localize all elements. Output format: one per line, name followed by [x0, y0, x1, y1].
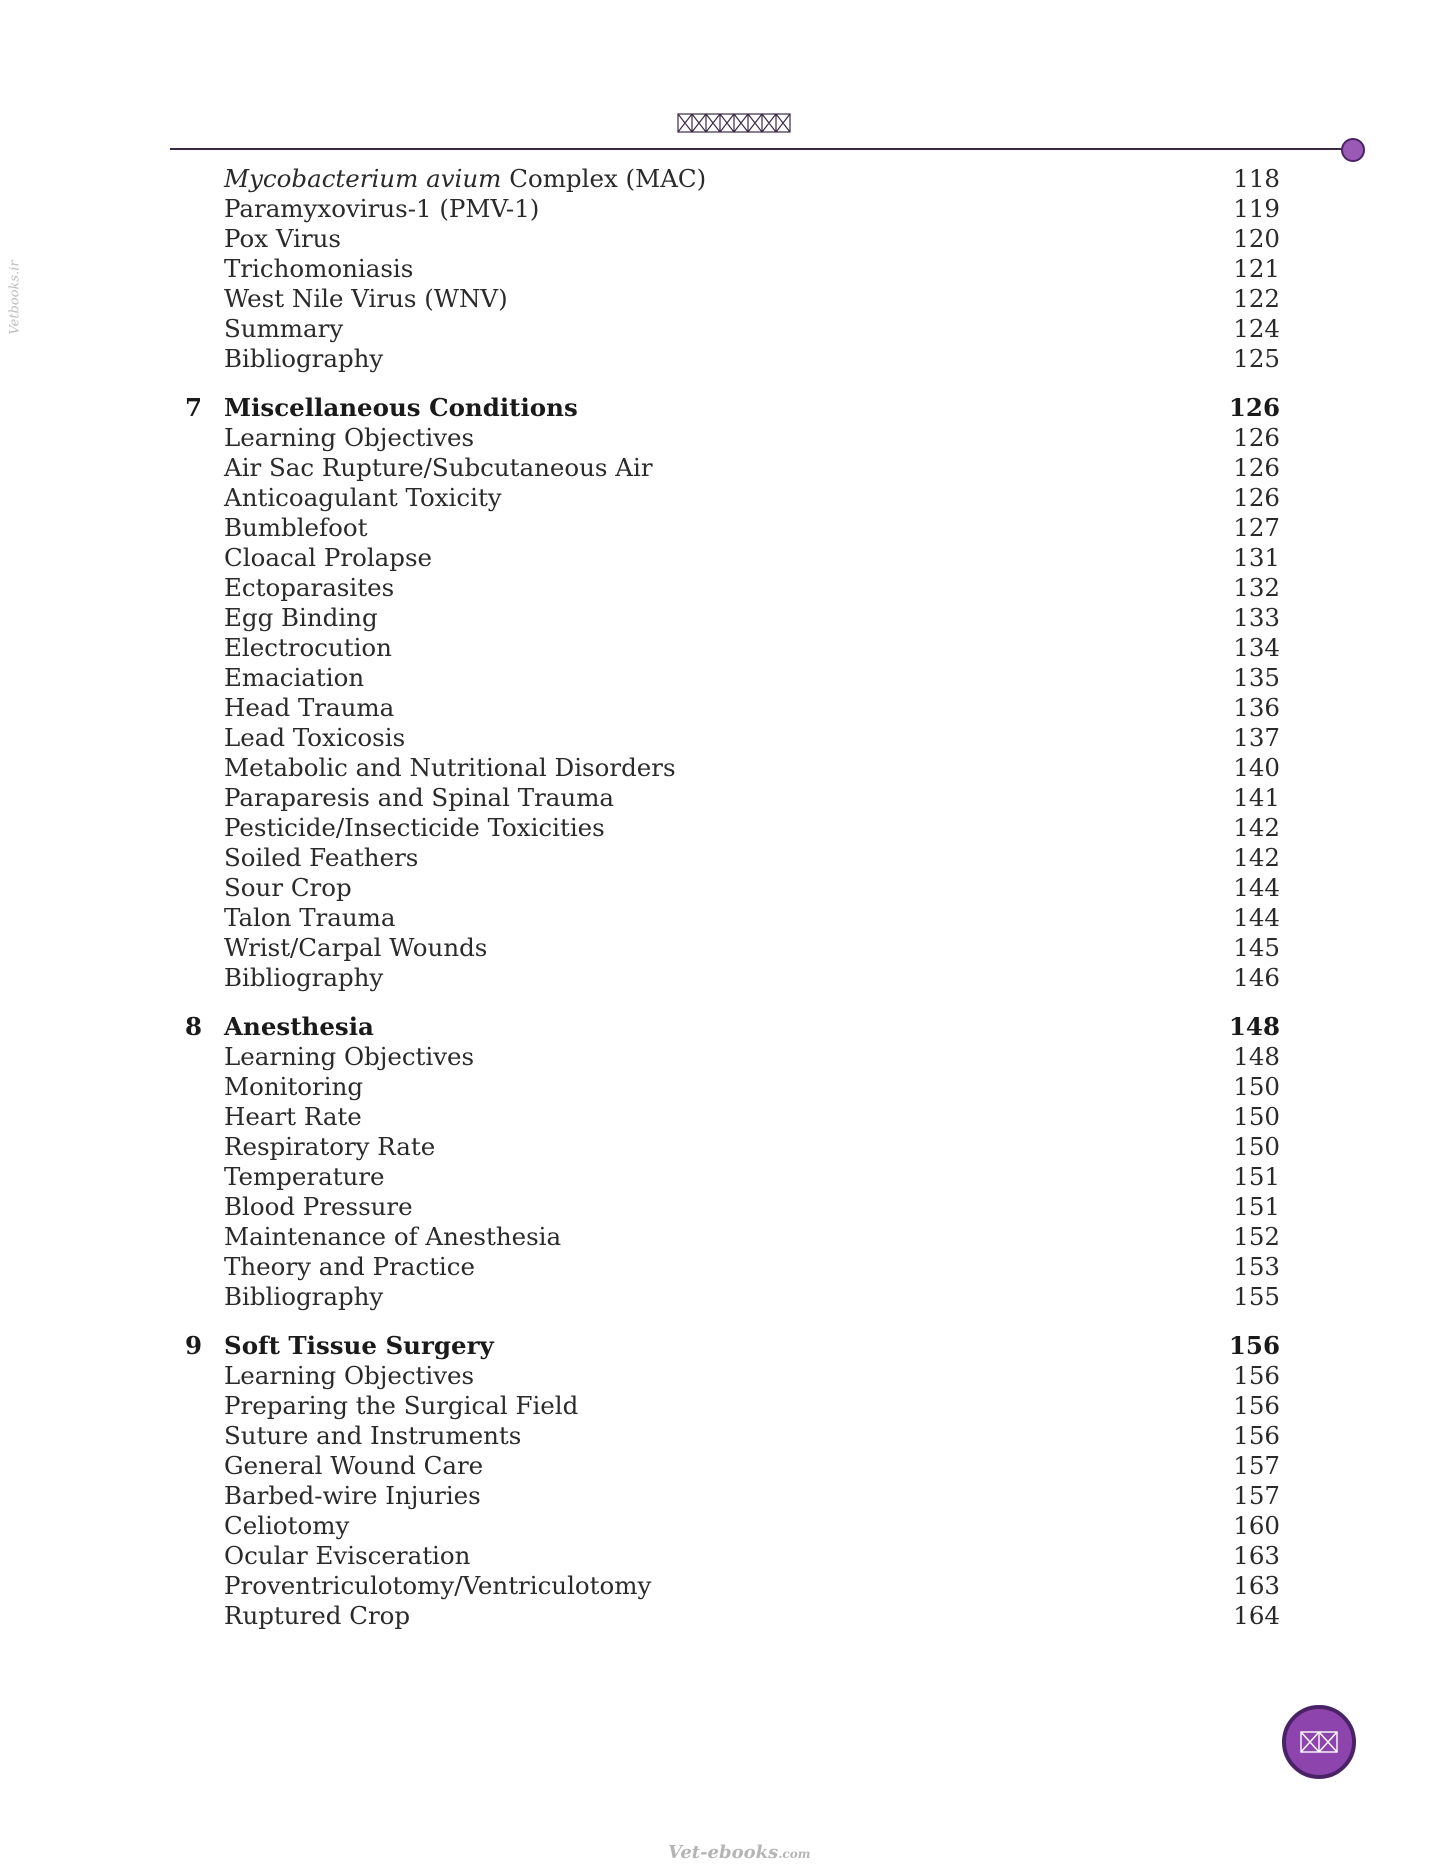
entry-title: Bibliography	[224, 344, 384, 373]
entry-page-number: 132	[1233, 573, 1280, 602]
toc-entry-row	[180, 1252, 1280, 1282]
entry-page-number: 122	[1233, 284, 1280, 313]
entry-title: Paraparesis and Spinal Trauma	[224, 783, 615, 812]
chapter-heading-row	[180, 1331, 1280, 1361]
toc-entry-row	[180, 693, 1280, 723]
entry-title: Learning Objectives	[224, 1042, 475, 1071]
entry-page-number: 152	[1233, 1222, 1280, 1251]
toc-chapter-group	[180, 393, 1280, 993]
entry-title: Talon Trauma	[224, 903, 396, 932]
entry-title: Paramyxovirus-1 (PMV-1)	[224, 194, 540, 223]
toc-entry-row	[180, 1361, 1280, 1391]
toc-entry-row	[180, 843, 1280, 873]
entry-page-number: 135	[1233, 663, 1280, 692]
entry-title: Bibliography	[224, 963, 384, 992]
toc-entry-row	[180, 1042, 1280, 1072]
entry-page-number: 155	[1233, 1282, 1280, 1311]
header-ornament-icon	[677, 113, 791, 133]
entry-title: Heart Rate	[224, 1102, 362, 1131]
chapter-title: Anesthesia	[224, 1012, 374, 1041]
chapter-number: 7	[184, 393, 202, 422]
entry-title: Celiotomy	[224, 1511, 350, 1540]
toc-entry-row	[180, 783, 1280, 813]
entry-page-number: 136	[1233, 693, 1280, 722]
entry-title: Ectoparasites	[224, 573, 395, 602]
entry-page-number: 160	[1233, 1511, 1280, 1540]
entry-title: Anticoagulant Toxicity	[224, 483, 502, 512]
toc-entry-row	[180, 1102, 1280, 1132]
entry-page-number: 124	[1233, 314, 1280, 343]
toc-entry-row	[180, 1162, 1280, 1192]
chapter-number: 8	[184, 1012, 202, 1041]
entry-title: Suture and Instruments	[224, 1421, 522, 1450]
entry-title: Pox Virus	[224, 224, 342, 253]
toc-entry-row	[180, 1571, 1280, 1601]
entry-page-number: 126	[1233, 483, 1280, 512]
entry-page-number: 156	[1233, 1361, 1280, 1390]
toc-entry-row	[180, 1541, 1280, 1571]
entry-title: General Wound Care	[224, 1451, 484, 1480]
entry-page-number: 133	[1233, 603, 1280, 632]
toc-chapter-group	[180, 1012, 1280, 1312]
toc-entry-row	[180, 723, 1280, 753]
entry-page-number: 146	[1233, 963, 1280, 992]
toc-entry-row	[180, 423, 1280, 453]
entry-page-number: 151	[1233, 1162, 1280, 1191]
entry-page-number: 137	[1233, 723, 1280, 752]
entry-title: Learning Objectives	[224, 423, 475, 452]
entry-title: Summary	[224, 314, 344, 343]
chapter-page-number: 126	[1228, 393, 1280, 422]
toc-entry-row	[180, 1391, 1280, 1421]
toc-entry-row	[180, 1511, 1280, 1541]
entry-title: Blood Pressure	[224, 1192, 413, 1221]
entry-title: Theory and Practice	[224, 1252, 475, 1281]
entry-page-number: 150	[1233, 1132, 1280, 1161]
entry-page-number: 163	[1233, 1541, 1280, 1570]
toc-entry-row	[180, 284, 1280, 314]
entry-page-number: 125	[1233, 344, 1280, 373]
toc-entry-row	[180, 453, 1280, 483]
entry-page-number: 156	[1233, 1391, 1280, 1420]
entry-page-number: 142	[1233, 813, 1280, 842]
entry-title: Head Trauma	[224, 693, 395, 722]
entry-title: Emaciation	[224, 663, 365, 692]
entry-title: Ruptured Crop	[224, 1601, 411, 1630]
entry-title: Trichomoniasis	[224, 254, 414, 283]
toc-entry-row	[180, 753, 1280, 783]
toc-entry-row	[180, 1282, 1280, 1312]
toc-entry-row	[180, 963, 1280, 993]
entry-page-number: 126	[1233, 423, 1280, 452]
chapter-page-number: 148	[1228, 1012, 1280, 1041]
toc-entry-row	[180, 903, 1280, 933]
toc-entry-row	[180, 873, 1280, 903]
entry-title: Wrist/Carpal Wounds	[224, 933, 488, 962]
toc-entry-row	[180, 933, 1280, 963]
toc-entry-row	[180, 813, 1280, 843]
entry-title: Egg Binding	[224, 603, 378, 632]
entry-title	[224, 164, 706, 194]
chapter-number: 9	[184, 1331, 202, 1360]
footer-watermark-suffix: .com	[778, 1847, 811, 1861]
entry-title: Ocular Evisceration	[224, 1541, 471, 1570]
entry-title: Monitoring	[224, 1072, 364, 1101]
entry-page-number: 140	[1233, 753, 1280, 782]
chapter-page-number: 156	[1228, 1331, 1280, 1360]
toc-entry-row	[180, 164, 1280, 194]
toc-entry-row	[180, 1192, 1280, 1222]
entry-title: Air Sac Rupture/Subcutaneous Air	[224, 453, 653, 482]
entry-title: Proventriculotomy/Ventriculotomy	[224, 1571, 652, 1600]
entry-page-number: 157	[1233, 1481, 1280, 1510]
toc-entry-row	[180, 1451, 1280, 1481]
entry-page-number: 131	[1233, 543, 1280, 572]
entry-title: Respiratory Rate	[224, 1132, 436, 1161]
entry-page-number: 164	[1233, 1601, 1280, 1630]
entry-title: Soiled Feathers	[224, 843, 419, 872]
header-dot-icon	[1341, 138, 1365, 162]
entry-title: Temperature	[224, 1162, 385, 1191]
entry-page-number: 151	[1233, 1192, 1280, 1221]
entry-title: Cloacal Prolapse	[224, 543, 433, 572]
side-watermark: Vetbooks.ir	[7, 260, 23, 335]
toc-entry-row	[180, 573, 1280, 603]
toc-entry-row	[180, 344, 1280, 374]
toc-entry-row	[180, 224, 1280, 254]
toc-entry-row	[180, 1481, 1280, 1511]
toc-entry-row	[180, 633, 1280, 663]
footer-watermark	[668, 1842, 810, 1863]
entry-page-number: 118	[1233, 164, 1280, 193]
chapter-heading-row	[180, 1012, 1280, 1042]
page-number-badge	[1282, 1705, 1356, 1779]
entry-page-number: 156	[1233, 1421, 1280, 1450]
entry-title-rest: Complex (MAC)	[501, 164, 707, 193]
toc-continuation-group	[180, 164, 1280, 374]
header-rule	[170, 148, 1355, 150]
chapter-heading-row	[180, 393, 1280, 423]
entry-page-number: 142	[1233, 843, 1280, 872]
entry-title: Lead Toxicosis	[224, 723, 406, 752]
entry-page-number: 150	[1233, 1102, 1280, 1131]
table-of-contents	[180, 164, 1280, 1650]
toc-entry-row	[180, 314, 1280, 344]
entry-title-italic: Mycobacterium avium	[224, 164, 502, 193]
entry-page-number: 126	[1233, 453, 1280, 482]
entry-title: Maintenance of Anesthesia	[224, 1222, 562, 1251]
chapter-title: Soft Tissue Surgery	[224, 1331, 494, 1360]
entry-title: Barbed-wire Injuries	[224, 1481, 481, 1510]
entry-page-number: 150	[1233, 1072, 1280, 1101]
toc-entry-row	[180, 254, 1280, 284]
toc-entry-row	[180, 1601, 1280, 1631]
toc-entry-row	[180, 603, 1280, 633]
toc-entry-row	[180, 1421, 1280, 1451]
toc-entry-row	[180, 543, 1280, 573]
entry-title: Pesticide/Insecticide Toxicities	[224, 813, 605, 842]
entry-page-number: 141	[1233, 783, 1280, 812]
toc-entry-row	[180, 1072, 1280, 1102]
toc-entry-row	[180, 483, 1280, 513]
entry-title: Bumblefoot	[224, 513, 368, 542]
entry-page-number: 157	[1233, 1451, 1280, 1480]
entry-page-number: 121	[1233, 254, 1280, 283]
entry-title: Metabolic and Nutritional Disorders	[224, 753, 676, 782]
entry-title: Preparing the Surgical Field	[224, 1391, 579, 1420]
entry-page-number: 148	[1233, 1042, 1280, 1071]
entry-title: Sour Crop	[224, 873, 352, 902]
entry-page-number: 163	[1233, 1571, 1280, 1600]
footer-watermark-main: Vet-ebooks	[668, 1842, 779, 1863]
toc-entry-row	[180, 1222, 1280, 1252]
entry-title: Electrocution	[224, 633, 392, 662]
badge-glyph-icon	[1300, 1731, 1338, 1753]
entry-page-number: 145	[1233, 933, 1280, 962]
entry-title: Learning Objectives	[224, 1361, 475, 1390]
entry-page-number: 144	[1233, 873, 1280, 902]
entry-title: Bibliography	[224, 1282, 384, 1311]
toc-entry-row	[180, 194, 1280, 224]
chapter-title: Miscellaneous Conditions	[224, 393, 578, 422]
entry-page-number: 153	[1233, 1252, 1280, 1281]
entry-page-number: 120	[1233, 224, 1280, 253]
entry-page-number: 134	[1233, 633, 1280, 662]
toc-entry-row	[180, 513, 1280, 543]
toc-entry-row	[180, 663, 1280, 693]
entry-page-number: 144	[1233, 903, 1280, 932]
entry-page-number: 127	[1233, 513, 1280, 542]
toc-chapter-group	[180, 1331, 1280, 1631]
toc-entry-row	[180, 1132, 1280, 1162]
entry-page-number: 119	[1233, 194, 1280, 223]
entry-title: West Nile Virus (WNV)	[224, 284, 508, 313]
